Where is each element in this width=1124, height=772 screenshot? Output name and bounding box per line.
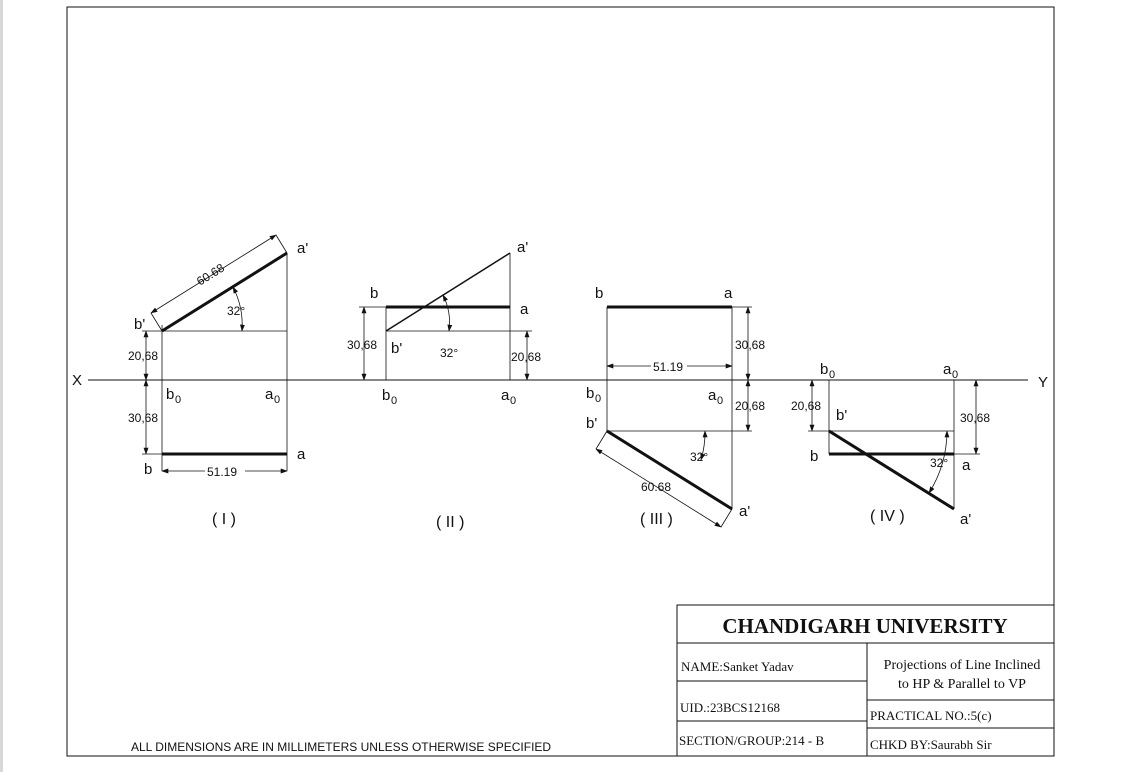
drawing-title-line1: Projections of Line Inclined xyxy=(883,658,1041,673)
drawing-title-line2: to HP & Parallel to VP xyxy=(898,677,1026,692)
view2-angle-text: 32° xyxy=(440,346,459,360)
view2-label-a0-sub: 0 xyxy=(510,395,517,407)
view3-roman: ( III ) xyxy=(640,511,673,528)
view3-plan-length-text: 51.19 xyxy=(653,360,684,374)
view4-label-a0-sub: 0 xyxy=(952,369,959,381)
university-name: CHANDIGARH UNIVERSITY xyxy=(722,614,1008,638)
view1-label-a0-sub: 0 xyxy=(274,394,281,406)
view2-label-b0-sub: 0 xyxy=(391,395,398,407)
x-label: X xyxy=(72,372,83,389)
view4-label-a: a xyxy=(962,457,971,474)
view3-label-a0-sub: 0 xyxy=(717,395,724,407)
view3-label-a: a xyxy=(724,285,733,302)
view3-top-dim-text: 30,68 xyxy=(735,338,766,352)
practical-number: PRACTICAL NO.:5(c) xyxy=(870,708,992,723)
view4-elevation-line xyxy=(829,431,954,509)
view1-label-a0: a xyxy=(265,386,274,403)
view1-label-b-prime: b' xyxy=(134,316,146,333)
view2-elevation-line xyxy=(386,253,510,331)
view3-label-b-prime: b' xyxy=(586,415,598,432)
view-3 xyxy=(586,285,765,528)
view2-left-dim-text: 30,68 xyxy=(347,338,378,352)
view3-tl-ext2 xyxy=(721,509,732,527)
view3-label-a0: a xyxy=(708,387,717,404)
view1-label-b0: b xyxy=(166,386,175,403)
view-2 xyxy=(347,239,541,531)
view-4 xyxy=(791,361,990,528)
student-name: NAME:Sanket Yadav xyxy=(681,659,794,674)
dimensions-note: ALL DIMENSIONS ARE IN MILLIMETERS UNLESS OTHERWISE SPECIFIED xyxy=(131,740,552,754)
view1-plan-length-text: 51.19 xyxy=(207,465,238,479)
checked-by: CHKD BY:Saurabh Sir xyxy=(870,737,992,752)
view2-roman: ( II ) xyxy=(436,514,465,531)
view2-label-b-prime: b' xyxy=(391,340,403,357)
view4-label-b0-sub: 0 xyxy=(829,369,836,381)
view4-label-b-prime: b' xyxy=(836,407,848,424)
view1-label-a: a xyxy=(297,446,306,463)
view1-top-dim-text: 30,68 xyxy=(128,411,159,425)
view2-label-a0: a xyxy=(501,387,510,404)
view1-tl-ext1 xyxy=(151,313,162,331)
view2-label-a-prime: a' xyxy=(517,239,529,256)
view3-label-a-prime: a' xyxy=(739,503,751,520)
view1-tl-ext2 xyxy=(276,235,287,253)
view4-right-dim-text: 30,68 xyxy=(960,411,991,425)
student-uid: UID.:23BCS12168 xyxy=(680,700,781,715)
section-group: SECTION/GROUP:214 - B xyxy=(679,733,825,748)
view1-label-a-prime: a' xyxy=(297,240,309,257)
view2-label-b: b xyxy=(370,285,379,302)
view1-angle-text: 32° xyxy=(227,304,246,318)
view4-label-b: b xyxy=(810,448,819,465)
view4-angle-text: 32° xyxy=(930,456,949,470)
view3-label-b: b xyxy=(595,285,604,302)
view4-left-dim-text: 20,68 xyxy=(791,399,822,413)
view-1 xyxy=(128,235,308,528)
view3-tl-ext1 xyxy=(596,431,607,449)
view4-label-b0: b xyxy=(820,361,829,378)
view2-label-b0: b xyxy=(382,387,391,404)
view1-true-length-text: 60.68 xyxy=(194,260,227,289)
title-block xyxy=(677,605,1054,756)
view1-roman: ( I ) xyxy=(212,511,236,528)
view2-angle-arc xyxy=(443,295,450,331)
y-label: Y xyxy=(1038,374,1049,391)
view3-true-length-text: 60.68 xyxy=(641,480,672,494)
view1-elevation-line xyxy=(162,253,287,331)
view4-label-a-prime: a' xyxy=(960,511,972,528)
view4-label-a0: a xyxy=(943,361,952,378)
view1-label-b: b xyxy=(144,461,153,478)
view2-right-dim-text: 20,68 xyxy=(511,350,542,364)
view3-label-b0-sub: 0 xyxy=(595,393,602,405)
view3-label-b0: b xyxy=(586,385,595,402)
view3-angle-text: 32° xyxy=(690,450,709,464)
view1-front-dim-text: 20,68 xyxy=(128,349,159,363)
view3-elevation-line xyxy=(607,431,732,509)
view2-label-a: a xyxy=(520,301,529,318)
view4-roman: ( IV ) xyxy=(870,508,905,525)
view3-front-dim-text: 20,68 xyxy=(735,399,766,413)
view1-label-b0-sub: 0 xyxy=(175,394,182,406)
